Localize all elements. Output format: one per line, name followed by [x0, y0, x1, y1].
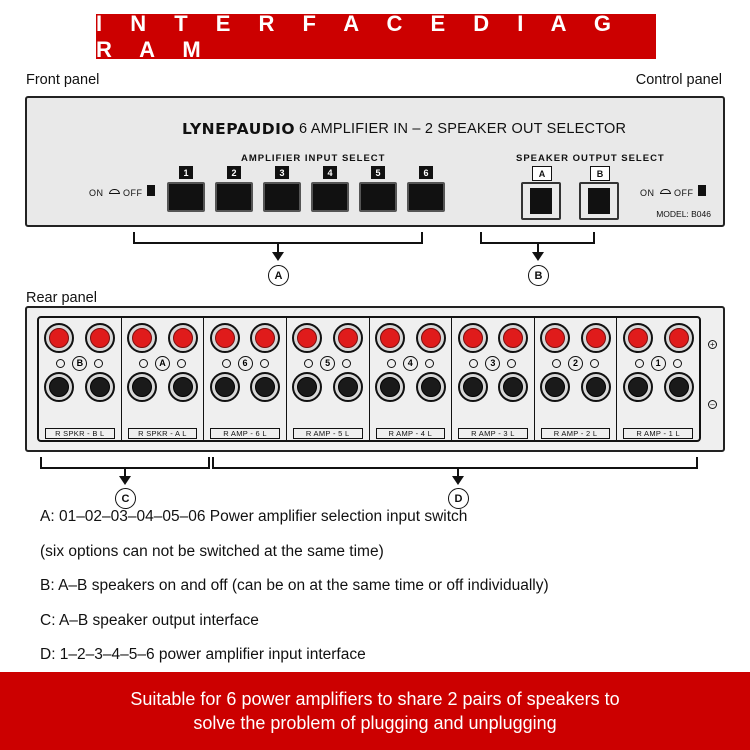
- jack-red-left[interactable]: [581, 323, 611, 353]
- jack-black-left[interactable]: [416, 372, 446, 402]
- speaker-output-select-label: SPEAKER OUTPUT SELECT: [516, 153, 665, 164]
- group-caption: R SPKR - A L: [128, 428, 198, 439]
- group-id: 6: [238, 356, 253, 371]
- indicator-dot-right: [590, 359, 599, 368]
- jack-black-right[interactable]: [375, 372, 405, 402]
- indicator-dot-right: [425, 359, 434, 368]
- group-caption: R SPKR - B L: [45, 428, 115, 439]
- group-caption: R AMP - 4 L: [376, 428, 446, 439]
- jack-red-right[interactable]: [623, 323, 653, 353]
- legend-item-b: B: A–B speakers on and off (can be on at the same time or off individually): [40, 577, 549, 595]
- rear-panel-label: Rear panel: [26, 290, 97, 306]
- rear-group-amp-1: [617, 318, 699, 440]
- jack-black-left[interactable]: [168, 372, 198, 402]
- rear-jack-array: [37, 316, 701, 442]
- jack-row-bottom: [39, 372, 121, 402]
- power-rocker-icon-right: [660, 189, 671, 194]
- group-id: B: [72, 356, 87, 371]
- rear-group-spkr-b: [39, 318, 122, 440]
- group-id-row: [452, 354, 534, 372]
- group-caption: R AMP - 3 L: [458, 428, 528, 439]
- jack-red-left[interactable]: [168, 323, 198, 353]
- jack-black-right[interactable]: [458, 372, 488, 402]
- rear-group-amp-5: [287, 318, 370, 440]
- jack-red-right[interactable]: [210, 323, 240, 353]
- group-id-row: [370, 354, 452, 372]
- indicator-dot-left: [635, 359, 644, 368]
- power-rocker-icon-left: [109, 189, 120, 194]
- jack-black-left[interactable]: [498, 372, 528, 402]
- jack-red-right[interactable]: [540, 323, 570, 353]
- group-id-row: [122, 354, 204, 372]
- screw-terminal-negative: –: [708, 400, 717, 409]
- indicator-dot-right: [342, 359, 351, 368]
- power-on-label-left: ON: [89, 188, 104, 198]
- power-on-label-right: ON: [640, 188, 655, 198]
- indicator-dot-right: [260, 359, 269, 368]
- bottom-banner: [0, 672, 750, 750]
- jack-row-top: [122, 318, 204, 353]
- jack-black-left[interactable]: [664, 372, 694, 402]
- amp-badge-3: 3: [275, 166, 289, 179]
- amp-button-6[interactable]: [407, 182, 445, 212]
- jack-row-bottom: [535, 372, 617, 402]
- title-banner: I N T E R F A C E D I A G R A M: [96, 14, 656, 59]
- jack-red-right[interactable]: [127, 323, 157, 353]
- speaker-badge-a: A: [532, 166, 552, 181]
- jack-red-right[interactable]: [458, 323, 488, 353]
- control-panel-label: Control panel: [635, 72, 722, 88]
- speaker-badge-b: B: [590, 166, 610, 181]
- callout-a: A: [268, 265, 289, 286]
- jack-row-top: [204, 318, 286, 353]
- jack-row-bottom: [122, 372, 204, 402]
- indicator-dot-right: [507, 359, 516, 368]
- amp-button-4[interactable]: [311, 182, 349, 212]
- indicator-dot-left: [469, 359, 478, 368]
- group-caption: R AMP - 6 L: [210, 428, 280, 439]
- product-title: 6 AMPLIFIER IN – 2 SPEAKER OUT SELECTOR: [299, 121, 627, 137]
- arrow-b: [532, 252, 544, 261]
- jack-red-left[interactable]: [85, 323, 115, 353]
- rear-group-amp-6: [204, 318, 287, 440]
- arrow-c: [119, 476, 131, 485]
- jack-red-right[interactable]: [292, 323, 322, 353]
- arrow-a: [272, 252, 284, 261]
- arrow-d: [452, 476, 464, 485]
- brace-front-speaker: [480, 232, 595, 244]
- indicator-dot-left: [222, 359, 231, 368]
- jack-row-bottom: [204, 372, 286, 402]
- jack-row-top: [39, 318, 121, 353]
- callout-c: C: [115, 488, 136, 509]
- indicator-dot-left: [56, 359, 65, 368]
- jack-black-left[interactable]: [85, 372, 115, 402]
- jack-red-left[interactable]: [498, 323, 528, 353]
- jack-row-bottom: [617, 372, 699, 402]
- model-number: MODEL: B046: [656, 209, 711, 219]
- power-plug-icon-left: [147, 185, 155, 196]
- front-panel-label: Front panel: [26, 72, 100, 88]
- jack-red-left[interactable]: [416, 323, 446, 353]
- power-off-label-right: OFF: [674, 188, 694, 198]
- jack-black-right[interactable]: [127, 372, 157, 402]
- amp-button-5[interactable]: [359, 182, 397, 212]
- indicator-dot-left: [139, 359, 148, 368]
- jack-black-right[interactable]: [210, 372, 240, 402]
- group-id-row: [204, 354, 286, 372]
- group-id: 5: [320, 356, 335, 371]
- amp-badge-1: 1: [179, 166, 193, 179]
- group-id: 3: [485, 356, 500, 371]
- jack-black-right[interactable]: [623, 372, 653, 402]
- front-panel: [25, 96, 725, 227]
- legend-item-a-note: (six options can not be switched at the same time): [40, 542, 384, 560]
- legend-list: [40, 508, 720, 681]
- amplifier-input-select-label: AMPLIFIER INPUT SELECT: [241, 153, 386, 164]
- amp-button-3[interactable]: [263, 182, 301, 212]
- jack-black-right[interactable]: [44, 372, 74, 402]
- jack-black-right[interactable]: [540, 372, 570, 402]
- jack-red-right[interactable]: [375, 323, 405, 353]
- jack-row-top: [535, 318, 617, 353]
- group-id: 1: [651, 356, 666, 371]
- speaker-button-a[interactable]: [521, 182, 561, 220]
- jack-row-bottom: [287, 372, 369, 402]
- rear-group-amp-4: [370, 318, 453, 440]
- group-id: 4: [403, 356, 418, 371]
- jack-red-right[interactable]: [44, 323, 74, 353]
- amp-button-2[interactable]: [215, 182, 253, 212]
- callout-d: D: [448, 488, 469, 509]
- rear-group-amp-3: [452, 318, 535, 440]
- screw-terminal-positive: +: [708, 340, 717, 349]
- amp-badge-5: 5: [371, 166, 385, 179]
- brace-rear-amp: [212, 457, 698, 469]
- rear-group-spkr-a: [122, 318, 205, 440]
- group-id: A: [155, 356, 170, 371]
- jack-row-top: [452, 318, 534, 353]
- amp-button-1[interactable]: [167, 182, 205, 212]
- legend-item-a: A: 01–02–03–04–05–06 Power amplifier selection input switch: [40, 508, 468, 525]
- jack-black-right[interactable]: [292, 372, 322, 402]
- jack-red-left[interactable]: [664, 323, 694, 353]
- power-off-label-left: OFF: [123, 188, 143, 198]
- jack-row-top: [617, 318, 699, 353]
- bottom-banner-line1: Suitable for 6 power amplifiers to share 2 pairs of speakers to: [130, 688, 620, 709]
- indicator-dot-right: [673, 359, 682, 368]
- speaker-button-b[interactable]: [579, 182, 619, 220]
- jack-row-bottom: [452, 372, 534, 402]
- rear-panel: [25, 306, 725, 452]
- rear-group-amp-2: [535, 318, 618, 440]
- jack-row-top: [370, 318, 452, 353]
- jack-black-left[interactable]: [333, 372, 363, 402]
- jack-black-left[interactable]: [581, 372, 611, 402]
- legend-item-c: C: A–B speaker output interface: [40, 611, 259, 629]
- amp-badge-6: 6: [419, 166, 433, 179]
- group-id-row: [535, 354, 617, 372]
- indicator-dot-left: [304, 359, 313, 368]
- amp-badge-2: 2: [227, 166, 241, 179]
- amp-badge-4: 4: [323, 166, 337, 179]
- group-id-row: [39, 354, 121, 372]
- callout-b: B: [528, 265, 549, 286]
- jack-black-left[interactable]: [250, 372, 280, 402]
- jack-red-left[interactable]: [333, 323, 363, 353]
- bottom-banner-line2: solve the problem of plugging and unplugging: [193, 713, 557, 733]
- indicator-dot-right: [177, 359, 186, 368]
- indicator-dot-right: [94, 359, 103, 368]
- group-caption: R AMP - 2 L: [541, 428, 611, 439]
- group-caption: R AMP - 1 L: [623, 428, 693, 439]
- brace-rear-speaker: [40, 457, 210, 469]
- jack-row-bottom: [370, 372, 452, 402]
- legend-item-d: D: 1–2–3–4–5–6 power amplifier input interface: [40, 646, 366, 664]
- power-plug-icon-right: [698, 185, 706, 196]
- jack-row-top: [287, 318, 369, 353]
- group-id-row: [617, 354, 699, 372]
- group-id: 2: [568, 356, 583, 371]
- group-id-row: [287, 354, 369, 372]
- indicator-dot-left: [387, 359, 396, 368]
- brand-logo: LYNEPAUDIO: [182, 120, 296, 138]
- group-caption: R AMP - 5 L: [293, 428, 363, 439]
- jack-red-left[interactable]: [250, 323, 280, 353]
- brace-front-amp: [133, 232, 423, 244]
- indicator-dot-left: [552, 359, 561, 368]
